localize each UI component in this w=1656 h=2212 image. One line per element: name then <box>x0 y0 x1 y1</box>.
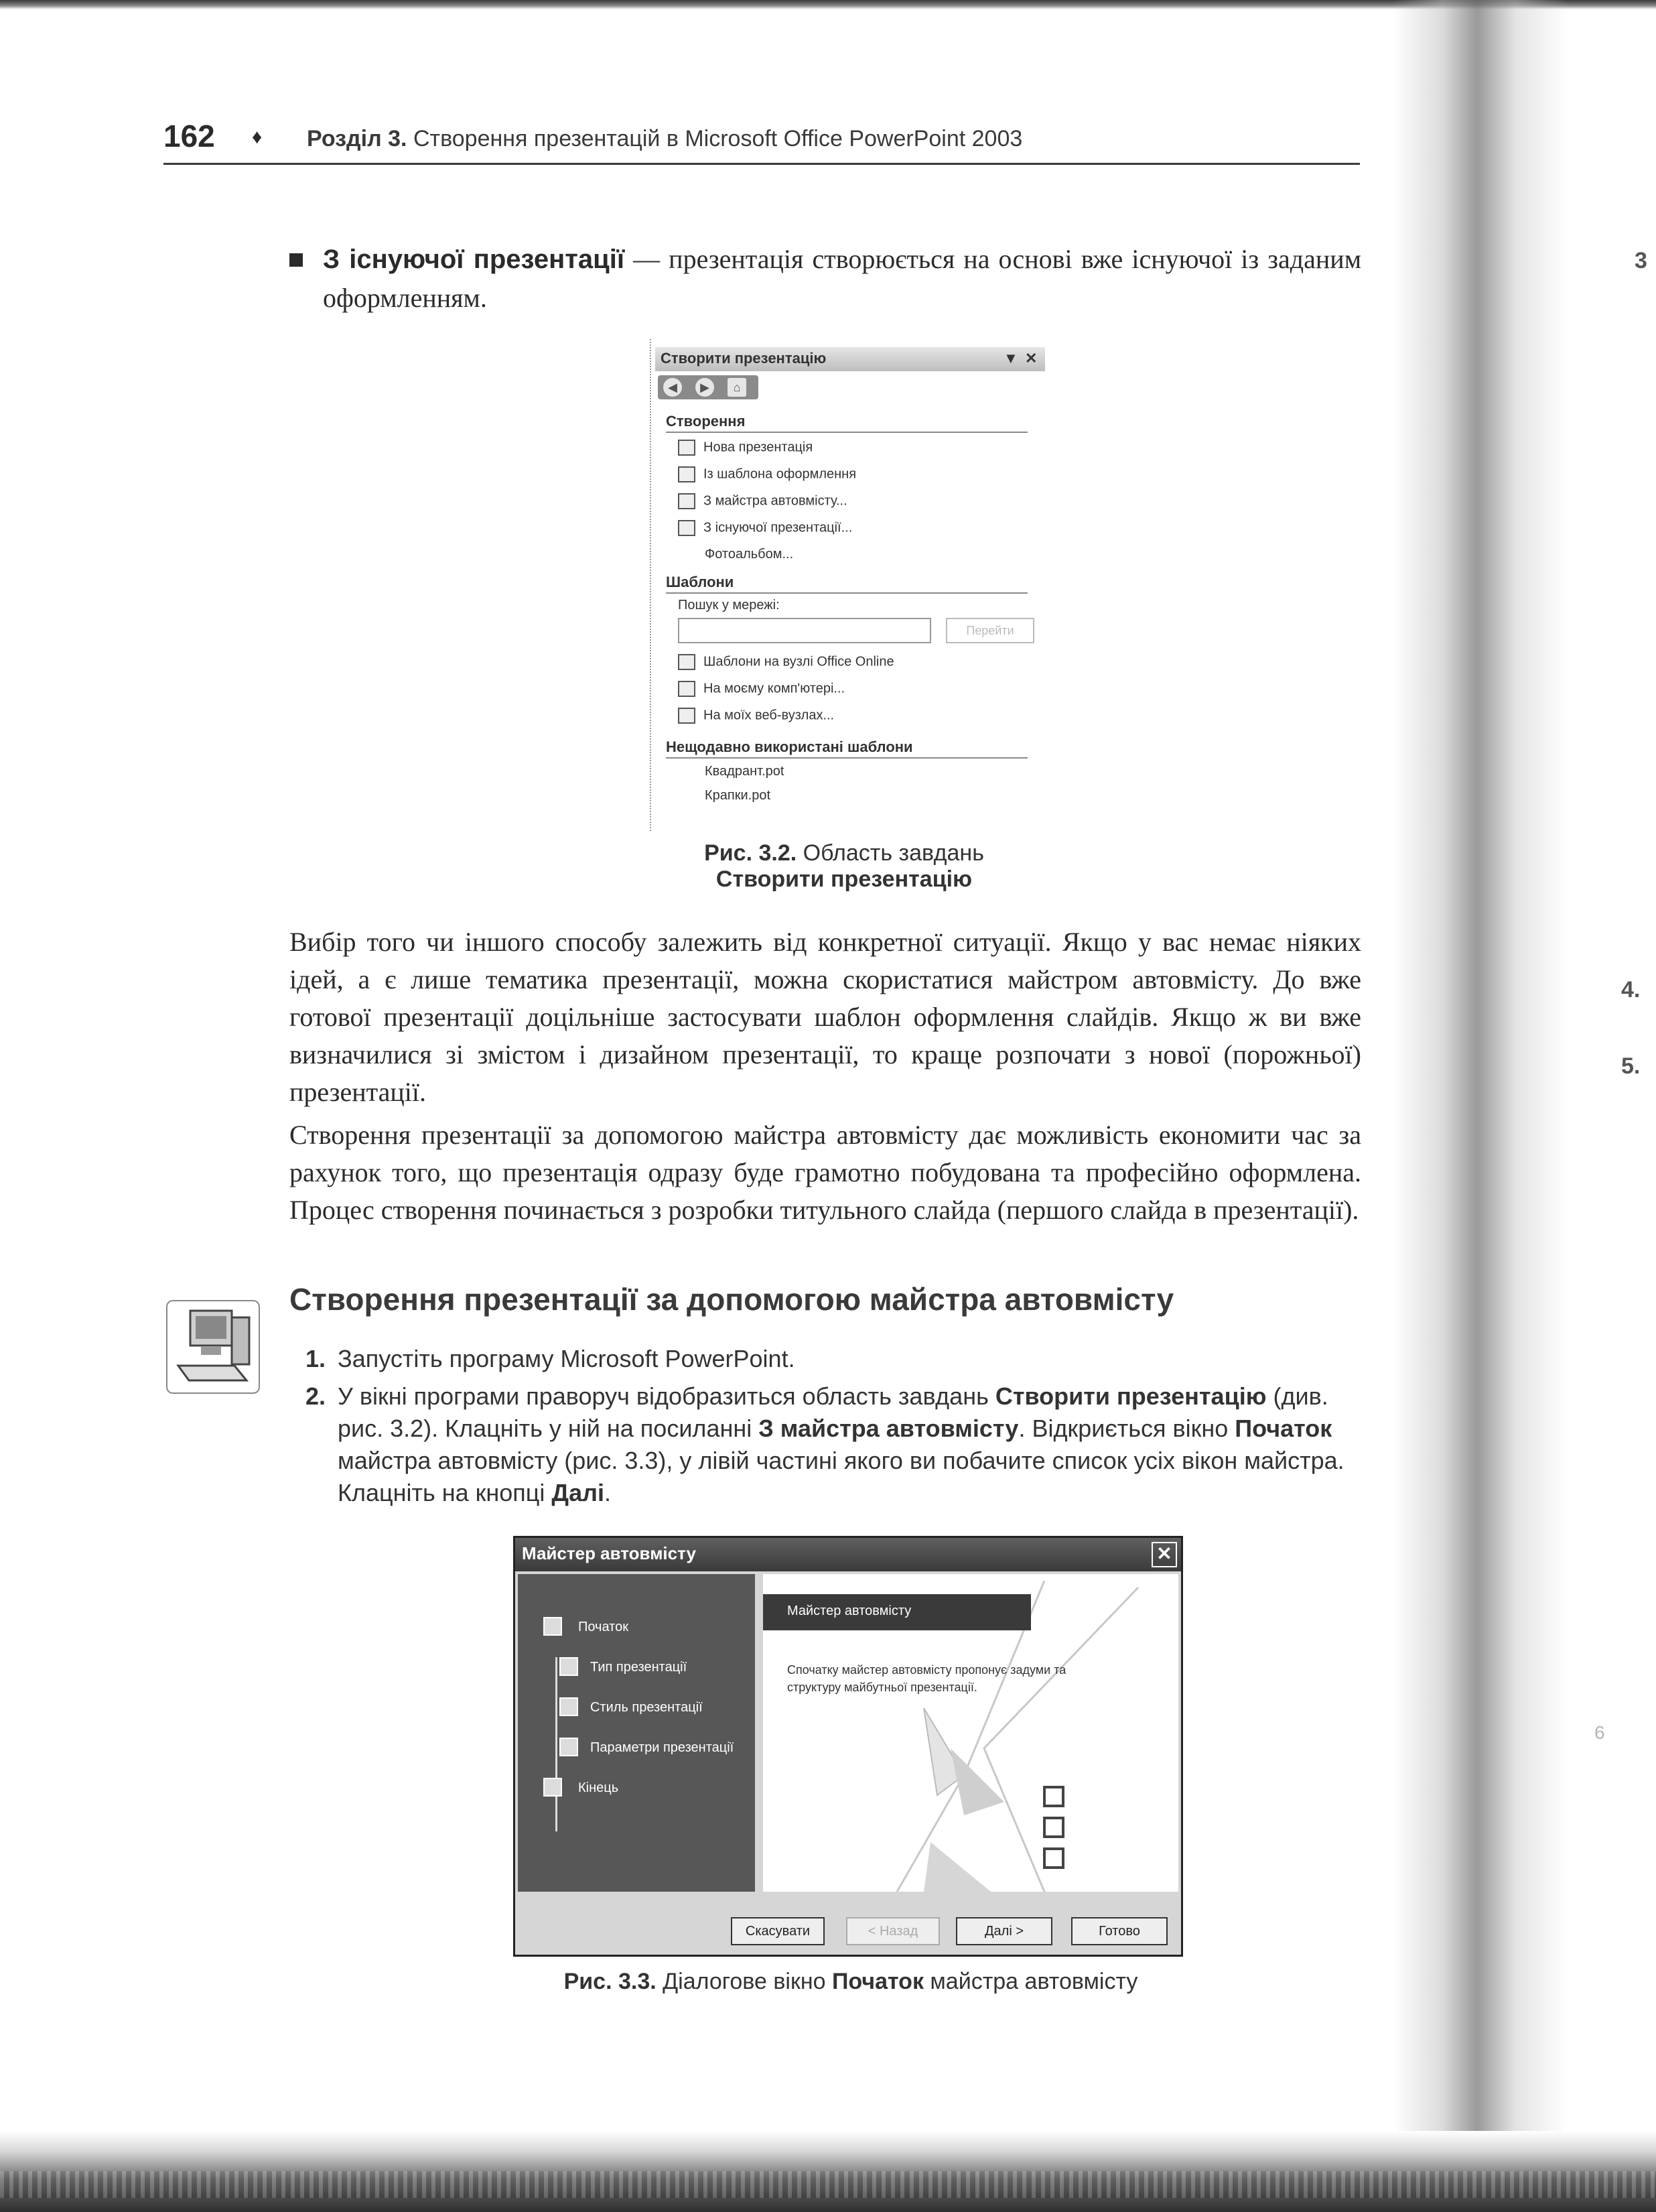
back-arrow-icon[interactable]: ◀ <box>663 378 682 397</box>
book-gutter-shadow <box>1393 0 1568 2212</box>
step-marker-icon <box>559 1657 578 1676</box>
search-input[interactable] <box>678 618 931 643</box>
text-run: У вікні програми праворуч відобразиться область завдань <box>338 1382 995 1410</box>
template-icon <box>678 681 695 697</box>
dialog-titlebar <box>515 1538 1181 1571</box>
bullet-term: З існуючої презентації <box>323 245 625 274</box>
wizard-step-type[interactable]: Тип презентації <box>590 1660 687 1675</box>
step-number: 2. <box>305 1382 326 1410</box>
next-button[interactable]: Далі > <box>956 1917 1052 1945</box>
text-run-bold: Створити презентацію <box>995 1382 1267 1410</box>
autocontent-wizard-link[interactable] <box>678 493 847 509</box>
new-presentation-link[interactable] <box>678 440 813 456</box>
recent-template-link[interactable]: Крапки.pot <box>705 788 771 803</box>
close-icon[interactable]: ✕ <box>1025 350 1038 367</box>
text-run-bold: Далі <box>551 1479 604 1506</box>
bleed-through-mark: 6 <box>1594 1722 1605 1743</box>
link-label: З майстра автовмісту... <box>703 493 847 509</box>
group-heading: Шаблони <box>666 574 1028 594</box>
from-existing-link[interactable] <box>678 520 852 536</box>
step-marker-icon <box>543 1617 562 1636</box>
body-paragraph: Вибір того чи іншого способу залежить від конкретної ситуації. Якщо у вас немає ніяких ідей, а є лише тематика презентації, можна скористатися майстром автовмісту. До вже готової презентації доцільніше застосувати шаблон оформлення слайдів. Якщо ж ви вже визначилися зі змістом і дизайном презентації, то краще розпочати з нової (порожньої) презентації. <box>289 927 1361 1107</box>
section-name: Створення презентацій в Microsoft Office PowerPoint 2003 <box>413 126 1023 151</box>
running-header <box>163 118 1360 165</box>
globe-icon <box>678 654 695 670</box>
steps-connector <box>555 1657 557 1831</box>
existing-file-icon <box>678 520 695 536</box>
link-label: На моїх веб-вузлах... <box>703 708 835 723</box>
text-run: майстра автовмісту (рис. 3.3), у лівій частині якого ви побачите список усіх вікон майстра. Клацніть на кнопці <box>338 1447 1344 1506</box>
go-button[interactable]: Перейти <box>946 618 1034 643</box>
text-run-bold: З майстра автовмісту <box>758 1415 1019 1442</box>
bullet-text <box>323 240 1361 318</box>
wizard-content-panel <box>763 1574 1178 1892</box>
text-run: . <box>604 1479 611 1506</box>
bleed-through-mark: 5. <box>1621 1053 1641 1079</box>
dropdown-arrow-icon[interactable]: ▼ <box>1004 350 1018 367</box>
bleed-through-mark: 3 <box>1635 248 1647 273</box>
wizard-steps-panel <box>518 1574 755 1892</box>
computer-icon <box>166 1300 260 1394</box>
autocontent-wizard-dialog <box>513 1536 1183 1957</box>
figure-caption <box>583 840 1105 893</box>
text-run: . Відкриється вікно <box>1018 1415 1235 1442</box>
step-number: 1. <box>305 1345 326 1372</box>
figure-bold-text: Створити презентацію <box>715 866 973 892</box>
wizard-step-options[interactable]: Параметри презентації <box>590 1740 734 1755</box>
template-icon <box>678 466 695 482</box>
link-label: З існуючої презентації... <box>703 520 853 535</box>
procedure-step <box>305 1380 1361 1514</box>
from-design-template-link[interactable] <box>678 466 856 482</box>
my-web-sites-link[interactable] <box>678 708 834 724</box>
step-marker-icon <box>559 1697 578 1716</box>
panel-description: Спочатку майстер автовмісту пропонує задуми та структуру майбутньої презентації. <box>787 1663 1066 1694</box>
scan-edge-bottom <box>0 2131 1656 2212</box>
figure-text: Діалогове вікно <box>663 1969 832 1994</box>
search-label: Пошук у мережі: <box>678 598 780 612</box>
blank-page-icon <box>678 440 695 456</box>
figure-caption <box>469 1969 1233 1995</box>
office-online-templates-link[interactable] <box>678 654 894 670</box>
group-heading: Нещодавно використані шаблони <box>666 738 1028 759</box>
link-label: На моєму комп'ютері... <box>703 681 845 696</box>
back-button[interactable]: < Назад <box>846 1917 940 1945</box>
text-run-bold: Початок <box>1235 1415 1332 1442</box>
task-pane-titlebar <box>655 347 1045 371</box>
section-label: Розділ 3. <box>307 126 407 151</box>
page-number: 162 <box>163 119 215 153</box>
cancel-button[interactable]: Скасувати <box>731 1917 825 1945</box>
bullet-description: — презентація створюється на основі вже існуючої із заданим оформленням. <box>323 244 1361 313</box>
wizard-icon <box>678 493 695 509</box>
text-run: (див. рис. 3.2). Клацніть у ній на посиланні <box>338 1382 1328 1442</box>
task-pane-title: Створити презентацію <box>661 350 827 367</box>
diamond-separator: ♦ <box>252 126 263 148</box>
step-text: Запустіть програму Microsoft PowerPoint. <box>338 1345 795 1372</box>
finish-button[interactable]: Готово <box>1071 1917 1168 1945</box>
recent-template-link[interactable]: Квадрант.pot <box>705 764 784 779</box>
square-bullet-icon <box>289 253 303 267</box>
figure-number: Рис. 3.2. <box>704 840 797 866</box>
body-paragraph: Створення презентації за допомогою майстра автовмісту дає можливість економити час за рахунок того, що презентація одразу буде грамотно побудована та професійно оформлена. Процес створення починається з розробки титульного слайда (першого слайда в презентації). <box>289 1120 1361 1225</box>
step-marker-icon <box>559 1738 578 1756</box>
home-icon[interactable]: ⌂ <box>728 378 746 397</box>
photo-album-link[interactable]: Фотоальбом... <box>705 547 794 562</box>
wizard-step-style[interactable]: Стиль презентації <box>590 1700 703 1715</box>
task-pane-nav <box>658 375 758 399</box>
wizard-step-start[interactable]: Початок <box>578 1620 628 1634</box>
close-icon[interactable]: ✕ <box>1152 1542 1177 1567</box>
folder-icon <box>678 708 695 724</box>
figure-number: Рис. 3.3. <box>563 1969 657 1994</box>
figure-bold-text: Початок <box>831 1969 924 1994</box>
figure-text: Область завдань <box>803 840 984 866</box>
procedure-step <box>305 1343 1361 1376</box>
forward-arrow-icon[interactable]: ▶ <box>695 378 714 397</box>
step-marker-icon <box>543 1778 562 1797</box>
procedure-title: Створення презентації за допомогою майстра автовмісту <box>289 1282 1174 1317</box>
step-text <box>338 1380 1361 1509</box>
link-label: Нова презентація <box>703 440 813 455</box>
task-pane-figure <box>650 339 1045 831</box>
link-label: Із шаблона оформлення <box>703 466 857 482</box>
panel-heading: Майстер автовмісту <box>763 1594 1031 1630</box>
dialog-title: Майстер автовмісту <box>522 1543 696 1563</box>
figure-text: майстра автовмісту <box>923 1969 1138 1994</box>
bleed-through-mark: 4. <box>1621 977 1641 1002</box>
wizard-step-finish[interactable]: Кінець <box>578 1780 619 1795</box>
link-label: Шаблони на вузлі Office Online <box>703 654 894 669</box>
group-heading: Створення <box>666 413 1028 433</box>
my-computer-templates-link[interactable] <box>678 681 845 697</box>
section-title <box>307 126 1022 152</box>
